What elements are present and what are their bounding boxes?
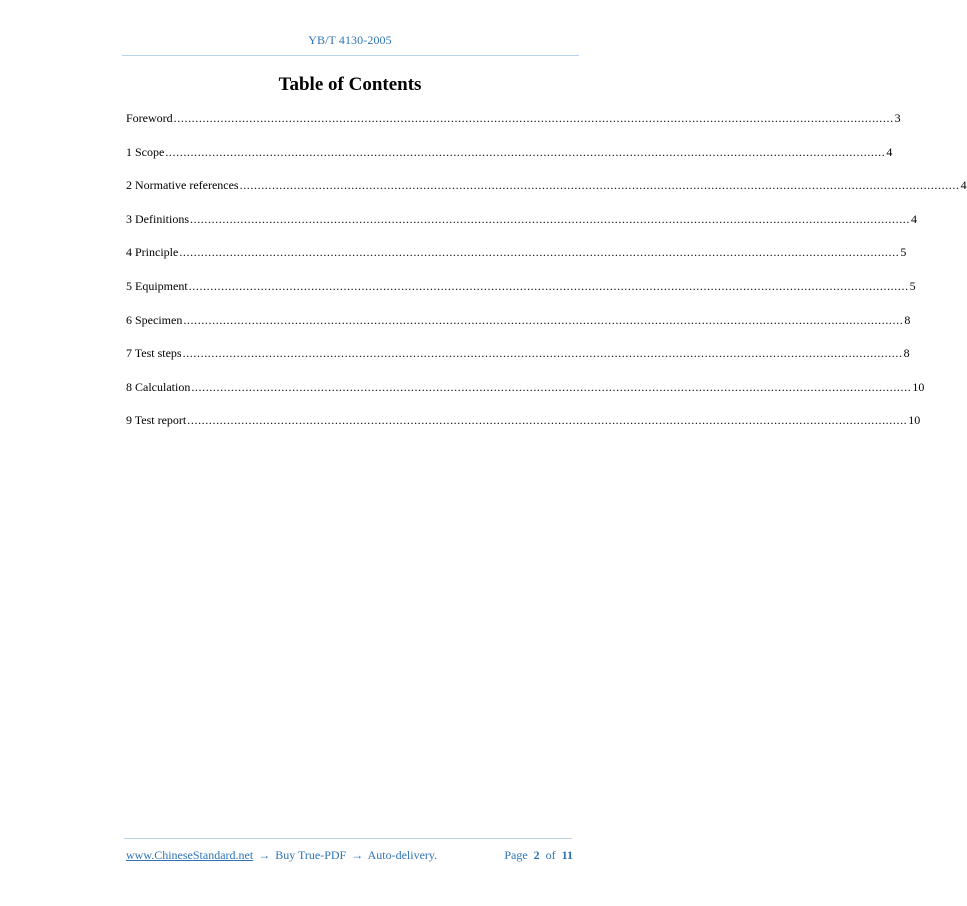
site-link[interactable]: www.ChineseStandard.net (126, 848, 254, 862)
toc-entry-page: 8 (903, 346, 910, 361)
toc-entry-page: 4 (886, 144, 893, 159)
toc-entry-page: 4 (960, 178, 967, 193)
toc-entry-page: 10 (908, 413, 921, 428)
document-code-header: YB/T 4130-2005 (308, 33, 392, 47)
toc-entry-page: 8 (904, 312, 911, 327)
toc-entry-definitions[interactable] (126, 211, 917, 227)
toc-dot-leader: ........................................................................................................................................................................................................ (182, 346, 903, 361)
toc-entry-label: Foreword (126, 111, 173, 125)
toc-entry-equipment[interactable] (126, 278, 916, 294)
toc-dot-leader: ........................................................................................................................................................................................................ (173, 111, 894, 125)
page-word: Page (504, 848, 528, 862)
toc-dot-leader: ........................................................................................................................................................................................................ (190, 211, 910, 226)
toc-dot-leader: ........................................................................................................................................................................................................ (187, 413, 908, 428)
toc-entry-label: 3 Definitions (126, 211, 189, 226)
toc-entry-page: 3 (894, 111, 901, 125)
toc-entry-normative-references[interactable] (126, 177, 967, 193)
toc-dot-leader: ........................................................................................................................................................................................................ (188, 278, 909, 293)
toc-entry-label: 7 Test steps (126, 346, 182, 361)
toc-entry-label: 5 Equipment (126, 278, 188, 293)
footer-divider (124, 838, 572, 839)
page-number (504, 848, 573, 863)
toc-entry-label: 6 Specimen (126, 312, 183, 327)
toc-entry-page: 10 (912, 379, 925, 394)
toc-dot-leader: ........................................................................................................................................................................................................ (183, 312, 904, 327)
current-page-number: 2 (533, 848, 540, 862)
toc-dot-leader: ........................................................................................................................................................................................................ (179, 245, 900, 260)
toc-entry-test-steps[interactable] (126, 345, 910, 361)
toc-entry-label: 4 Principle (126, 245, 179, 260)
toc-entry-page: 4 (911, 211, 917, 226)
toc-entry-page: 5 (909, 278, 916, 293)
toc-dot-leader: ........................................................................................................................................................................................................ (191, 379, 912, 394)
toc-entry-calculation[interactable] (126, 379, 925, 395)
toc-list (126, 110, 967, 446)
toc-entry-label: 2 Normative references (126, 178, 239, 193)
auto-delivery-text: Auto-delivery. (367, 848, 438, 862)
header-divider (122, 55, 579, 56)
page-title: Table of Contents (278, 74, 422, 95)
toc-dot-leader: ........................................................................................................................................................................................................ (239, 178, 960, 193)
right-arrow-icon: → (258, 848, 271, 862)
page-footer (126, 848, 573, 863)
footer-promo (126, 848, 437, 863)
right-arrow-icon: → (351, 848, 364, 862)
of-word: of (545, 848, 556, 862)
toc-entry-principle[interactable] (126, 244, 907, 260)
toc-entry-foreword[interactable] (126, 110, 901, 126)
toc-dot-leader: ........................................................................................................................................................................................................ (165, 144, 886, 159)
toc-entry-scope[interactable] (126, 144, 893, 160)
toc-entry-label: 1 Scope (126, 144, 165, 159)
toc-entry-test-report[interactable] (126, 412, 921, 428)
toc-entry-specimen[interactable] (126, 312, 911, 328)
buy-true-pdf-text: Buy True-PDF (275, 848, 347, 862)
toc-entry-label: 8 Calculation (126, 379, 191, 394)
toc-entry-label: 9 Test report (126, 413, 187, 428)
total-pages-number: 11 (561, 848, 573, 862)
toc-entry-page: 5 (900, 245, 907, 260)
